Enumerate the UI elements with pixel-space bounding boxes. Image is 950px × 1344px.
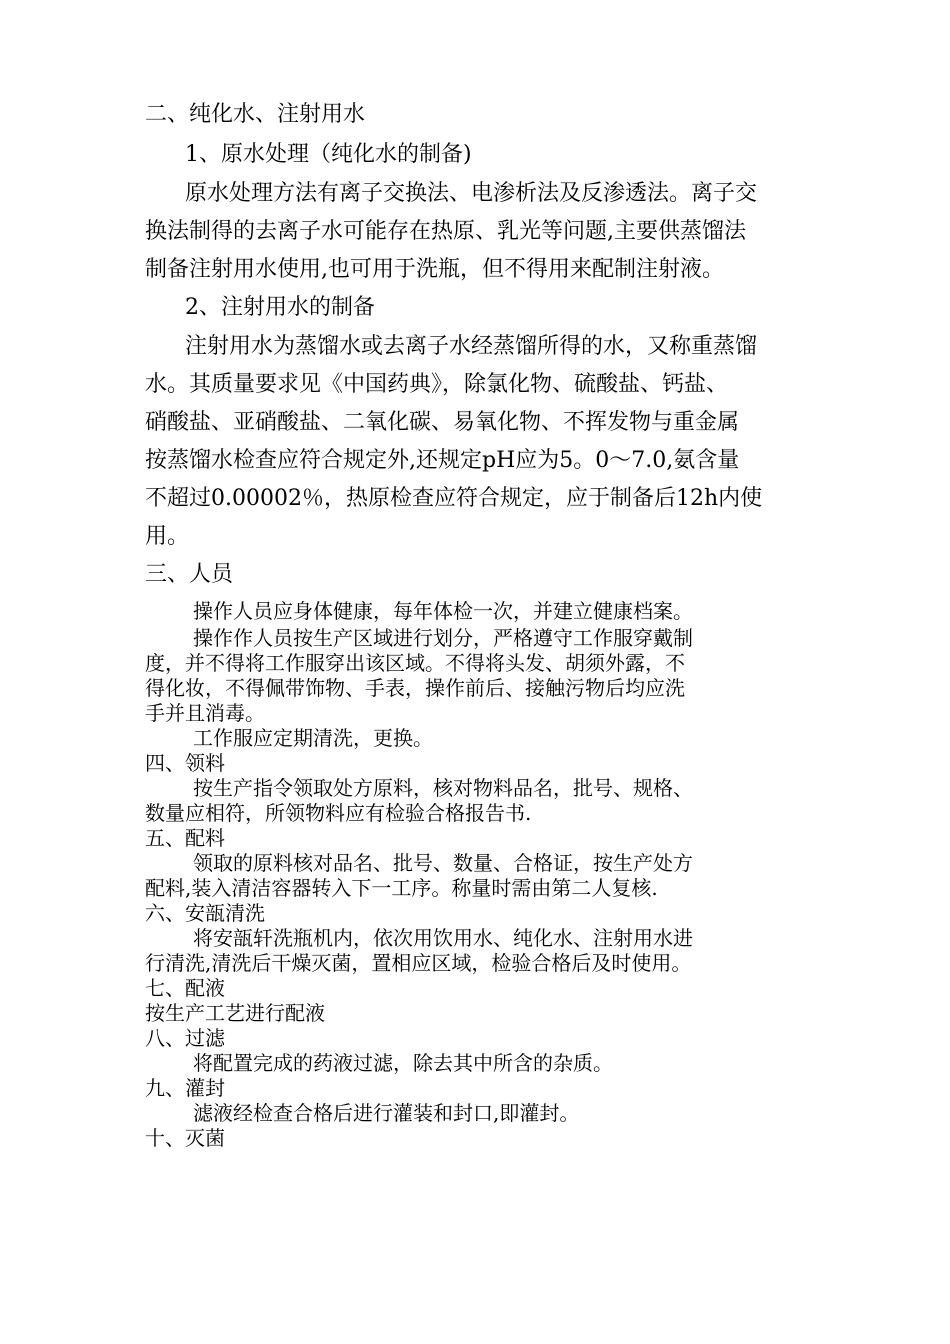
section-2-sub2-line-4: 按蒸馏水检查应符合规定外,还规定pH应为5。0～7.0,氨含量 — [145, 448, 740, 473]
section-3-para-2-line-3: 得化妆，不得佩带饰物、手表，操作前后、接触污物后均应洗 — [145, 676, 685, 700]
section-3-para-1: 操作人员应身体健康，每年体检一次，并建立健康档案。 — [193, 599, 693, 623]
section-3-para-2-line-1: 操作作人员按生产区域进行划分，严格遵守工作服穿戴制 — [193, 626, 693, 650]
section-3-para-2-line-4: 手并且消毒。 — [145, 701, 265, 725]
section-6-line-2: 行清洗,清洗后干燥灭菌，置相应区域，检验合格后及时使用。 — [145, 951, 692, 975]
section-6-line-1: 将安瓿轩洗瓶机内，依次用饮用水、纯化水、注射用水进 — [193, 926, 693, 950]
section-5-line-2: 配料,装入清洁容器转入下一工序。称量时需由第二人复核. — [145, 876, 658, 900]
section-5-heading: 五、配料 — [145, 826, 225, 850]
section-2-sub2-line-5: 不超过0.00002％，热原检查应符合规定，应于制备后12h内使 — [145, 486, 763, 511]
section-2-sub2-line-1: 注射用水为蒸馏水或去离子水经蒸馏所得的水，又称重蒸馏 — [185, 334, 758, 359]
section-2-sub2-line-6: 用。 — [145, 524, 190, 549]
section-2-sub2-line-2: 水。其质量要求见《中国药典》，除氯化物、硫酸盐、钙盐、 — [145, 372, 729, 397]
section-2-sub1-line-2: 换法制得的去离子水可能存在热原、乳光等问题,主要供蒸馏法 — [145, 219, 746, 244]
section-9-heading: 九、灌封 — [145, 1076, 225, 1100]
section-3-para-2-line-2: 度，并不得将工作服穿出该区域。不得将头发、胡须外露，不 — [145, 651, 685, 675]
section-8-heading: 八、过滤 — [145, 1026, 225, 1050]
section-6-heading: 六、安瓿清洗 — [145, 901, 265, 925]
section-7-para: 按生产工艺进行配液 — [145, 1001, 325, 1025]
section-4-line-2: 数量应相符，所领物料应有检验合格报告书. — [145, 801, 532, 825]
section-2-sub1-heading: 1、原水处理（纯化水的制备) — [185, 142, 472, 167]
section-4-line-1: 按生产指令领取处方原料，核对物料品名，批号、规格、 — [193, 776, 693, 800]
section-2-sub2-line-3: 硝酸盐、亚硝酸盐、二氧化碳、易氧化物、不挥发物与重金属 — [145, 410, 740, 435]
section-3-para-3: 工作服应定期清洗，更换。 — [193, 726, 433, 750]
section-9-para: 滤液经检查合格后进行灌装和封口,即灌封。 — [193, 1101, 580, 1125]
section-2-heading: 二、纯化水、注射用水 — [145, 102, 366, 127]
section-4-heading: 四、领料 — [145, 751, 225, 775]
section-7-heading: 七、配液 — [145, 976, 225, 1000]
section-5-line-1: 领取的原料核对品名、批号、数量、合格证，按生产处方 — [193, 851, 693, 875]
section-2-sub1-line-1: 原水处理方法有离子交换法、电渗析法及反渗透法。离子交 — [185, 181, 758, 206]
section-2-sub2-heading: 2、注射用水的制备 — [185, 295, 375, 320]
section-8-para: 将配置完成的药液过滤，除去其中所含的杂质。 — [193, 1051, 613, 1075]
section-2-sub1-line-3: 制备注射用水使用,也可用于洗瓶，但不得用来配制注射液。 — [145, 257, 724, 282]
section-10-heading: 十、灭菌 — [145, 1126, 225, 1150]
section-3-heading: 三、人员 — [145, 562, 234, 587]
